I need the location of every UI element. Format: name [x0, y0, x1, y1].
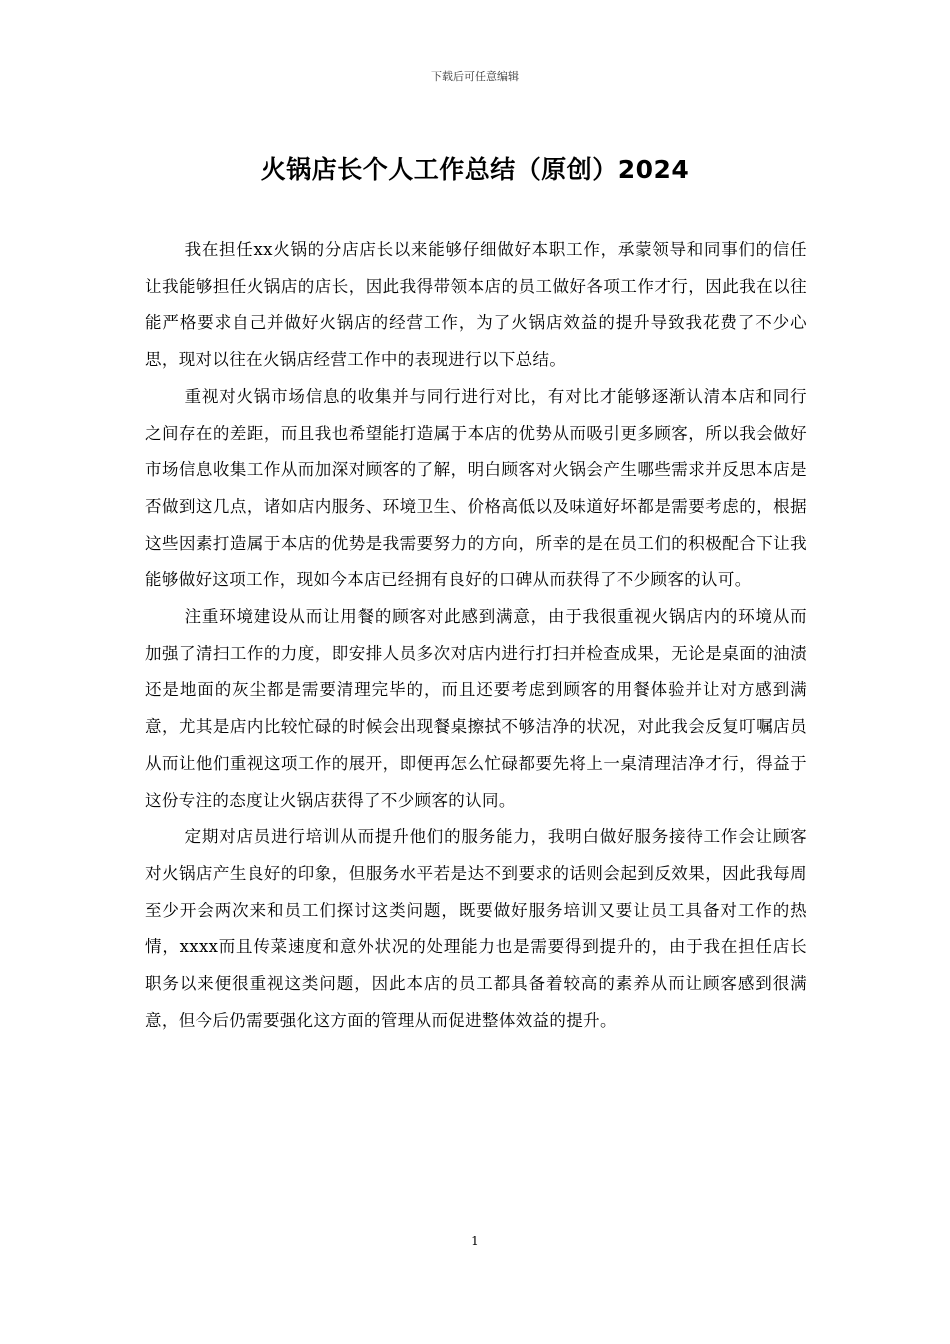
paragraph-3: 注重环境建设从而让用餐的顾客对此感到满意，由于我很重视火锅店内的环境从而加强了清扫工作的力度，即安排人员多次对店内进行打扫并检查成果，无论是桌面的油渍还是地面的灰尘都是需要清理完毕的，而且还要考虑到顾客的用餐体验并让对方感到满意，尤其是店内比较忙碌的时候会出现餐桌擦拭不够洁净的状况，对此我会反复叮嘱店员从而让他们重视这项工作的展开，即便再怎么忙碌都要先将上一桌清理洁净才行，得益于这份专注的态度让火锅店获得了不少顾客的认同。 — [145, 607, 807, 810]
header-note: 下载后可任意编辑 — [431, 70, 519, 83]
paragraph-2: 重视对火锅市场信息的收集并与同行进行对比，有对比才能够逐渐认清本店和同行之间存在的差距，而且我也希望能打造属于本店的优势从而吸引更多顾客，所以我会做好市场信息收集工作从而加深对顾客的了解，明白顾客对火锅会产生哪些需求并反思本店是否做到这几点，诸如店内服务、环境卫生、价格高低以及味道好坏都是需要考虑的，根据这些因素打造属于本店的优势是我需要努力的方向，所幸的是在员工们的积极配合下让我能够做好这项工作，现如今本店已经拥有良好的口碑从而获得了不少顾客的认可。 — [145, 386, 807, 590]
paragraph-1: 我在担任xx火锅的分店店长以来能够仔细做好本职工作，承蒙领导和同事们的信任让我能够担任火锅店的店长，因此我得带领本店的员工做好各项工作才行，因此我在以往能严格要求自己并做好火锅店的经营工作，为了火锅店效益的提升导致我花费了不少心思，现对以往在火锅店经营工作中的表现进行以下总结。 — [145, 240, 807, 370]
paragraph-4: 定期对店员进行培训从而提升他们的服务能力，我明白做好服务接待工作会让顾客对火锅店产生良好的印象，但服务水平若是达不到要求的话则会起到反效果，因此我每周至少开会两次来和员工们探讨这类问题，既要做好服务培训又要让员工具备对工作的热情，xxxx而且传菜速度和意外状况的处理能力也是需要得到提升的，由于我在担任店长职务以来便很重视这类问题，因此本店的员工都具备着较高的素养从而让顾客感到很满意，但今后仍需要强化这方面的管理从而促进整体效益的提升。 — [145, 827, 807, 1030]
document-body — [145, 232, 807, 1039]
page-number: 1 — [471, 1234, 479, 1248]
document-title: 火锅店长个人工作总结（原创）2024 — [260, 155, 690, 184]
